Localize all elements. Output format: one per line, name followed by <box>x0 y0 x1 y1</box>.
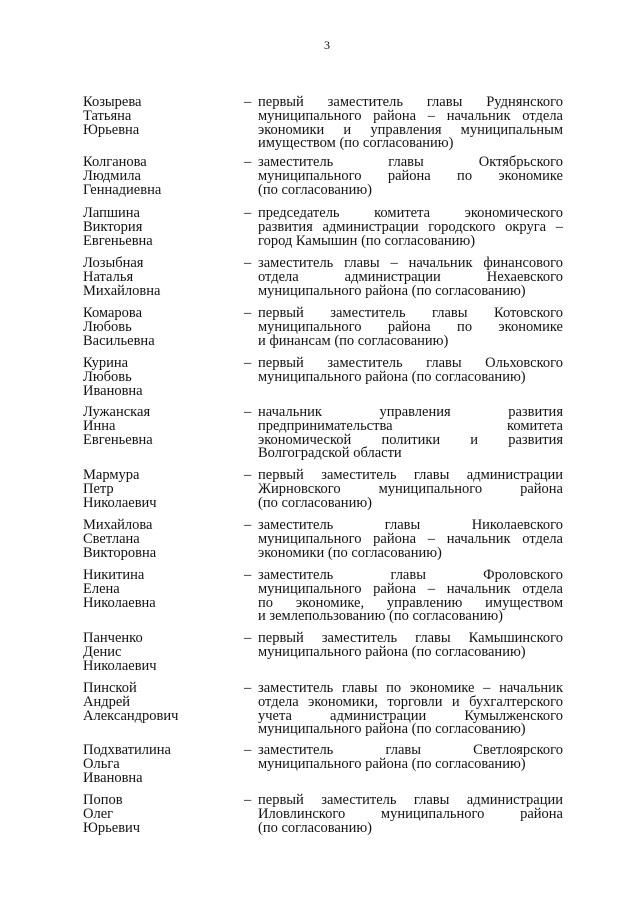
member-first-name: Елена <box>83 580 120 597</box>
member-position <box>258 632 563 660</box>
position-line: муниципального района по экономике <box>258 167 563 184</box>
member-first-name: Людмила <box>83 167 141 184</box>
member-patronymic: Евгеньевна <box>83 232 153 249</box>
separator-dash: – <box>244 792 252 808</box>
member-patronymic: Геннадиевна <box>83 181 162 198</box>
position-line: первый заместитель главы Котовского <box>258 305 563 321</box>
member-first-name: Инна <box>83 417 116 434</box>
member-patronymic: Николаевич <box>83 657 157 674</box>
member-full-name <box>83 632 157 673</box>
member-patronymic: Евгеньевна <box>83 431 153 448</box>
position-line: муниципального района (по согласованию) <box>258 643 526 660</box>
member-full-name <box>83 682 178 723</box>
position-line: Иловлинского муниципального района <box>258 805 563 822</box>
member-surname: Никитина <box>83 567 145 583</box>
member-position <box>258 569 563 624</box>
position-line: муниципального района (по согласованию) <box>258 282 526 299</box>
position-line: заместитель главы по экономике – начальник <box>258 680 563 696</box>
separator-dash: – <box>244 630 252 646</box>
separator-dash: – <box>244 742 252 758</box>
member-surname: Курина <box>83 355 129 371</box>
member-full-name <box>83 569 156 610</box>
position-line: и землепользованию (по согласованию) <box>258 608 504 625</box>
member-patronymic: Михайловна <box>83 282 161 299</box>
member-surname: Подхватилина <box>83 742 171 758</box>
member-first-name: Татьяна <box>83 107 132 124</box>
member-surname: Колганова <box>83 154 147 170</box>
member-position <box>258 469 563 510</box>
separator-dash: – <box>244 205 252 221</box>
position-line: заместитель главы Светлоярского <box>258 742 563 758</box>
member-surname: Михайлова <box>83 517 153 533</box>
position-line: экономической политики и развития <box>258 431 563 448</box>
member-patronymic: Ивановна <box>83 769 143 786</box>
separator-dash: – <box>244 255 252 271</box>
position-line: Жирновского муниципального района <box>258 480 563 497</box>
separator-dash: – <box>244 467 252 483</box>
position-line: экономики (по согласованию) <box>258 544 442 561</box>
position-line: и финансам (по согласованию) <box>258 332 449 349</box>
position-line: (по согласованию) <box>258 819 372 836</box>
member-surname: Козырева <box>83 94 142 110</box>
member-patronymic: Юрьевна <box>83 121 140 138</box>
member-position <box>258 406 563 461</box>
member-surname: Лужанская <box>83 404 151 420</box>
page-number: 3 <box>324 38 330 52</box>
member-full-name <box>83 96 141 137</box>
position-line: начальник управления развития <box>258 404 563 420</box>
position-line: Волгоградской области <box>258 445 402 462</box>
position-line: отдела администрации Нехаевского <box>258 268 563 285</box>
position-line: (по согласованию) <box>258 181 372 198</box>
separator-dash: – <box>244 680 252 696</box>
member-full-name <box>83 519 156 560</box>
member-position <box>258 519 563 560</box>
member-first-name: Ольга <box>83 755 120 772</box>
separator-dash: – <box>244 154 252 170</box>
member-patronymic: Николаевич <box>83 494 157 511</box>
position-line: заместитель главы Фроловского <box>258 567 563 583</box>
member-position <box>258 257 563 298</box>
member-first-name: Любовь <box>83 368 132 385</box>
member-full-name <box>83 207 153 248</box>
member-position <box>258 307 563 348</box>
member-patronymic: Ивановна <box>83 382 143 399</box>
position-line: муниципального района – начальник отдела <box>258 530 563 547</box>
position-line: первый заместитель главы администрации <box>258 792 563 808</box>
member-full-name <box>83 357 143 398</box>
member-first-name: Петр <box>83 480 114 497</box>
separator-dash: – <box>244 404 252 420</box>
position-line: имуществом (по согласованию) <box>258 135 454 152</box>
position-line: учета администрации Кумылженского <box>258 707 563 724</box>
member-first-name: Любовь <box>83 318 132 335</box>
member-surname: Комарова <box>83 305 143 321</box>
separator-dash: – <box>244 567 252 583</box>
member-position <box>258 744 563 772</box>
position-line: муниципального района – начальник отдела <box>258 580 563 597</box>
member-patronymic: Александрович <box>83 707 179 724</box>
position-line: муниципального района по экономике <box>258 318 563 335</box>
member-position <box>258 207 563 248</box>
position-line: председатель комитета экономического <box>258 205 563 221</box>
member-position <box>258 682 563 737</box>
position-line: по экономике, управлению имуществом <box>258 594 563 611</box>
member-full-name <box>83 307 155 348</box>
member-patronymic: Викторовна <box>83 544 157 561</box>
position-line: отдела экономики, торговли и бухгалтерского <box>258 693 563 710</box>
position-line: (по согласованию) <box>258 494 372 511</box>
position-line: муниципального района (по согласованию) <box>258 721 526 738</box>
position-line: развития администрации городского округа – <box>258 218 563 235</box>
separator-dash: – <box>244 355 252 371</box>
separator-dash: – <box>244 305 252 321</box>
member-full-name <box>83 744 171 785</box>
position-line: город Камышин (по согласованию) <box>258 232 476 249</box>
member-first-name: Олег <box>83 805 114 822</box>
position-line: экономики и управления муниципальным <box>258 121 563 138</box>
position-line: заместитель главы Николаевского <box>258 517 563 533</box>
member-first-name: Светлана <box>83 530 140 547</box>
member-full-name <box>83 406 153 447</box>
position-line: первый заместитель главы Камышинского <box>258 630 563 646</box>
member-patronymic: Николаевна <box>83 594 156 611</box>
member-patronymic: Юрьевич <box>83 819 141 836</box>
position-line: предпринимательства комитета <box>258 417 563 434</box>
member-full-name <box>83 794 140 835</box>
member-surname: Панченко <box>83 630 143 646</box>
position-line: муниципального района (по согласованию) <box>258 755 526 772</box>
position-line: муниципального района (по согласованию) <box>258 368 526 385</box>
member-first-name: Андрей <box>83 693 131 710</box>
separator-dash: – <box>244 94 252 110</box>
member-surname: Пинской <box>83 680 137 696</box>
position-line: первый заместитель главы Руднянского <box>258 94 563 110</box>
member-position <box>258 156 563 197</box>
member-position <box>258 794 563 835</box>
position-line: заместитель главы Октябрьского <box>258 154 563 170</box>
member-surname: Попов <box>83 792 123 808</box>
member-patronymic: Васильевна <box>83 332 155 349</box>
member-full-name <box>83 469 157 510</box>
member-surname: Мармура <box>83 467 140 483</box>
position-line: муниципального района – начальник отдела <box>258 107 563 124</box>
member-full-name <box>83 156 161 197</box>
member-position <box>258 96 563 151</box>
member-position <box>258 357 563 385</box>
member-full-name <box>83 257 160 298</box>
position-line: заместитель главы – начальник финансового <box>258 255 563 271</box>
member-first-name: Виктория <box>83 218 143 235</box>
member-first-name: Наталья <box>83 268 134 285</box>
position-line: первый заместитель главы Ольховского <box>258 355 563 371</box>
position-line: первый заместитель главы администрации <box>258 467 563 483</box>
member-first-name: Денис <box>83 643 122 660</box>
member-surname: Лапшина <box>83 205 140 221</box>
separator-dash: – <box>244 517 252 533</box>
member-surname: Лозыбная <box>83 255 144 271</box>
